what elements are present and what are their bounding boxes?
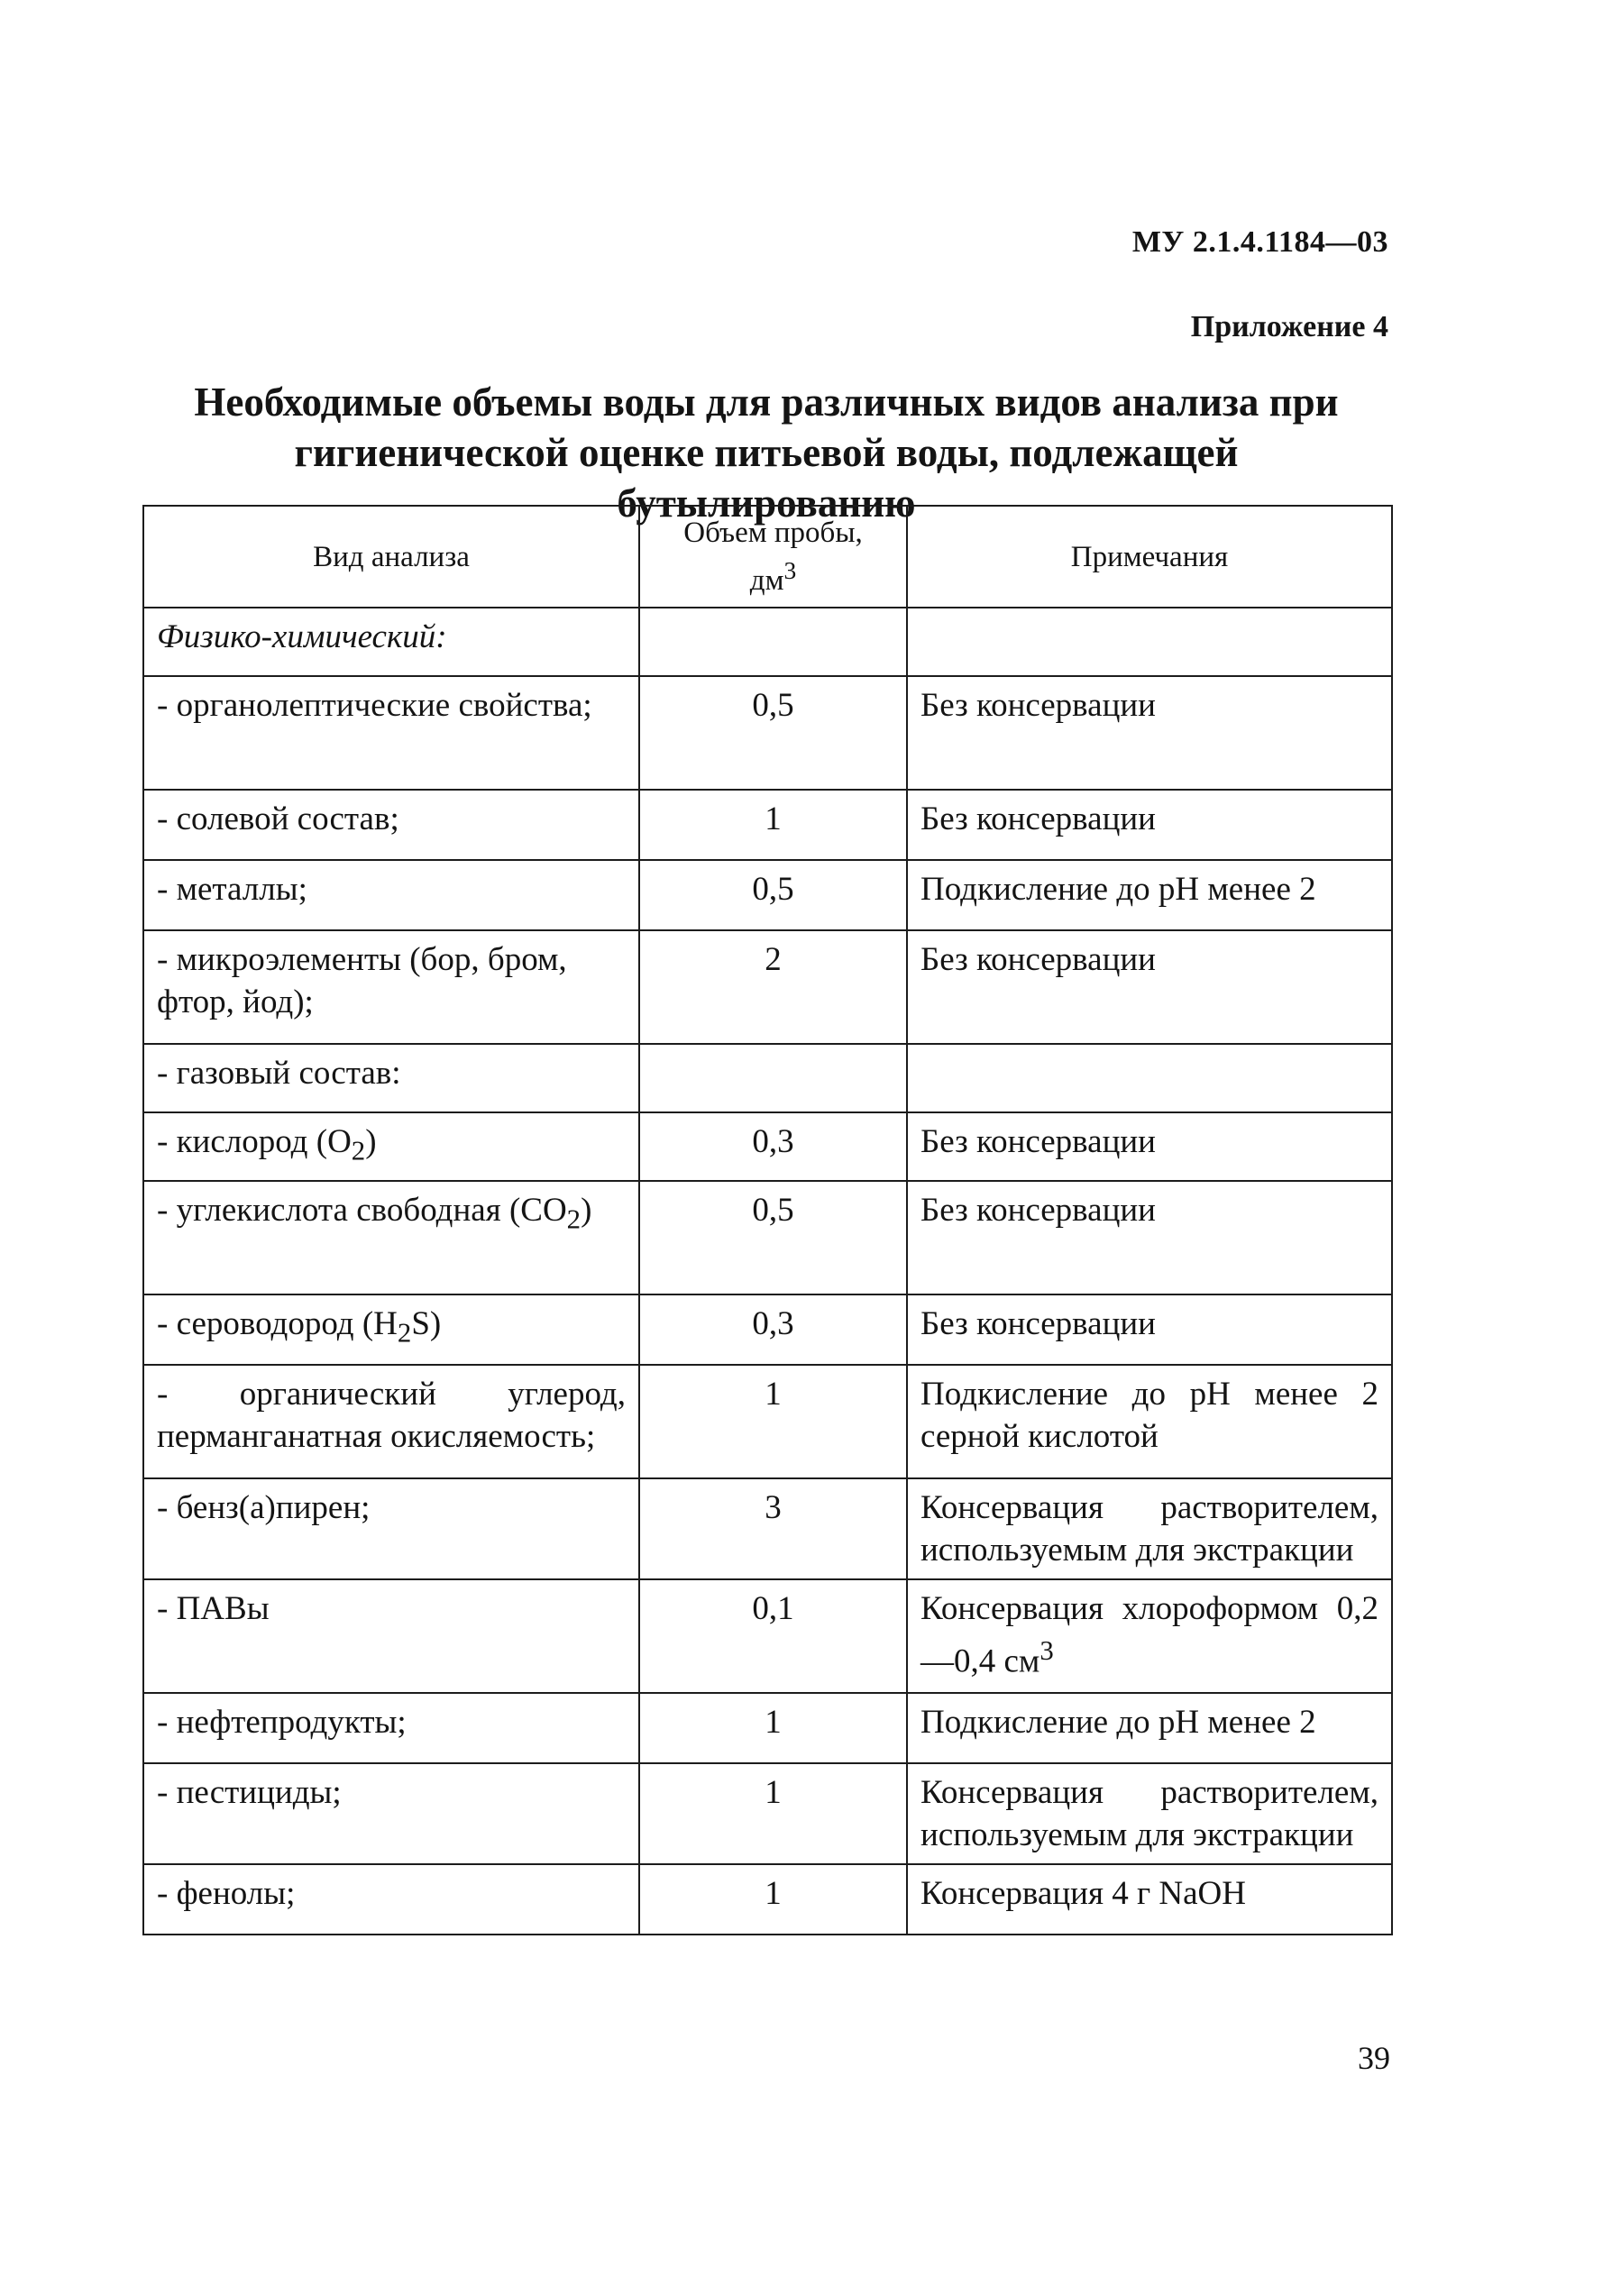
- note-cell: Подкисление до pH менее 2: [907, 860, 1392, 930]
- column-header-volume-unit: дм: [749, 564, 784, 597]
- volume-cell: 0,3: [639, 1112, 907, 1181]
- volume-cell: 2: [639, 930, 907, 1044]
- column-header-analysis: Вид анализа: [143, 506, 639, 608]
- column-header-volume-label: Объем пробы,: [683, 517, 863, 549]
- table-row: [143, 1763, 1392, 1864]
- note-cell: Консервация 4 г NaOH: [907, 1864, 1392, 1935]
- analysis-cell: - солевой состав;: [143, 790, 639, 860]
- appendix-label: Приложение 4: [1190, 310, 1388, 343]
- formula-text: ): [365, 1123, 377, 1160]
- table-row: [143, 790, 1392, 860]
- table-header-row: [143, 506, 1392, 608]
- volume-cell: 1: [639, 1693, 907, 1763]
- column-header-notes: Примечания: [907, 506, 1392, 608]
- table-row: [143, 1579, 1392, 1693]
- note-text: Консервация хлороформом 0,2—0,4 см: [920, 1590, 1378, 1680]
- note-cell: Без консервации: [907, 930, 1392, 1044]
- volume-cell: 0,5: [639, 676, 907, 790]
- formula-text: - кислород (O: [157, 1123, 352, 1160]
- table-row: [143, 1365, 1392, 1478]
- table-row: [143, 860, 1392, 930]
- formula-subscript: 2: [351, 1135, 366, 1166]
- analysis-cell: - металлы;: [143, 860, 639, 930]
- table-row: [143, 1112, 1392, 1181]
- analysis-cell: - ПАВы: [143, 1579, 639, 1693]
- formula-text: - сероводород (H: [157, 1305, 398, 1342]
- note-cell: Без консервации: [907, 790, 1392, 860]
- note-unit-power: 3: [1039, 1635, 1054, 1666]
- document-code: МУ 2.1.4.1184—03: [1131, 225, 1388, 259]
- volume-cell: 0,1: [639, 1579, 907, 1693]
- analysis-cell: [143, 1181, 639, 1294]
- column-header-volume: [639, 506, 907, 608]
- note-cell: Подкисление до pH менее 2: [907, 1693, 1392, 1763]
- table-row: [143, 1864, 1392, 1935]
- note-cell: [907, 1044, 1392, 1112]
- note-cell: Консервация растворителем, используемым для экстракции: [907, 1763, 1392, 1864]
- table-row: [143, 1693, 1392, 1763]
- volume-cell: 1: [639, 1864, 907, 1935]
- section-label: Физико-химический:: [143, 608, 639, 676]
- formula-text: S): [411, 1305, 442, 1342]
- formula-subscript: 2: [566, 1203, 582, 1235]
- analysis-cell: - бенз(а)пирен;: [143, 1478, 639, 1579]
- volume-cell: 1: [639, 1365, 907, 1478]
- volume-cell: 0,5: [639, 1181, 907, 1294]
- water-volume-table: [142, 505, 1393, 1935]
- note-cell: Без консервации: [907, 1181, 1392, 1294]
- analysis-cell: [143, 1112, 639, 1181]
- table-row: [143, 1044, 1392, 1112]
- analysis-cell: - газовый состав:: [143, 1044, 639, 1112]
- volume-cell: 3: [639, 1478, 907, 1579]
- table-title-line-1: Необходимые объемы воды для различных видов анализа при: [194, 380, 1339, 425]
- section-row: [143, 608, 1392, 676]
- page-number: 39: [1358, 2040, 1390, 2076]
- note-cell: Без консервации: [907, 1112, 1392, 1181]
- table-title-line-2: гигиенической оценке питьевой воды, подлежащей бутылированию: [294, 430, 1239, 526]
- formula-subscript: 2: [397, 1317, 412, 1349]
- table-cell-empty: [907, 608, 1392, 676]
- column-header-volume-unit-power: 3: [783, 556, 797, 584]
- table-cell-empty: [639, 608, 907, 676]
- analysis-cell: - нефтепродукты;: [143, 1693, 639, 1763]
- table-row: [143, 1478, 1392, 1579]
- formula-text: - углекислота свободная (CO: [157, 1192, 567, 1229]
- analysis-cell: - фенолы;: [143, 1864, 639, 1935]
- analysis-cell: [143, 1294, 639, 1365]
- table-row: [143, 1181, 1392, 1294]
- volume-cell: [639, 1044, 907, 1112]
- table-row: [143, 676, 1392, 790]
- table-row: [143, 1294, 1392, 1365]
- note-cell: [907, 1579, 1392, 1693]
- analysis-cell: - органический углерод, перманганатная окисляемость;: [143, 1365, 639, 1478]
- volume-cell: 1: [639, 1763, 907, 1864]
- volume-cell: 0,5: [639, 860, 907, 930]
- volume-cell: 1: [639, 790, 907, 860]
- note-cell: Подкисление до pH менее 2 серной кислотой: [907, 1365, 1392, 1478]
- table-row: [143, 930, 1392, 1044]
- note-cell: Консервация растворителем, используемым для экстракции: [907, 1478, 1392, 1579]
- analysis-cell: - органолептические свойства;: [143, 676, 639, 790]
- analysis-cell: - микроэлементы (бор, бром, фтор, йод);: [143, 930, 639, 1044]
- note-cell: Без консервации: [907, 676, 1392, 790]
- note-cell: Без консервации: [907, 1294, 1392, 1365]
- formula-text: ): [581, 1192, 592, 1229]
- analysis-cell: - пестициды;: [143, 1763, 639, 1864]
- volume-cell: 0,3: [639, 1294, 907, 1365]
